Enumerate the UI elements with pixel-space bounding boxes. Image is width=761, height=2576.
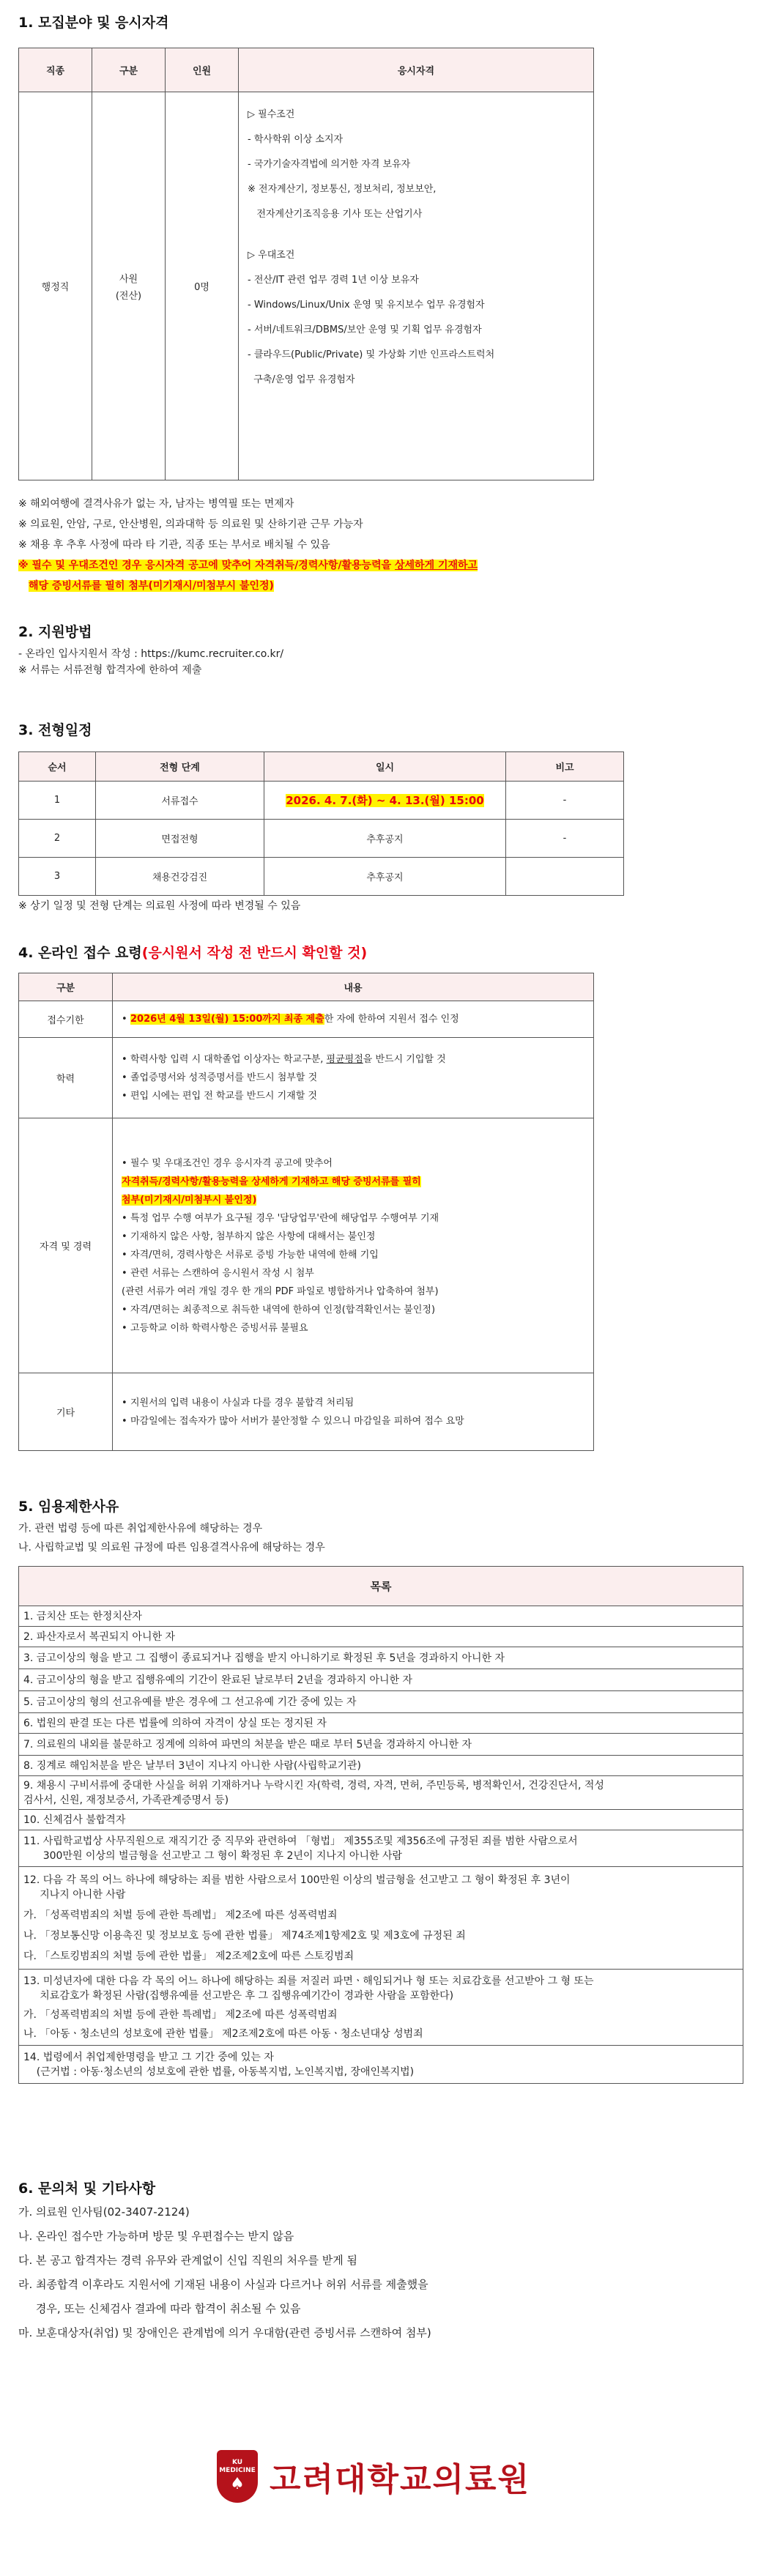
col-header-note: 비고	[506, 752, 624, 782]
required-item: - 국가기술자격법에 의거한 자격 보유자	[248, 159, 411, 170]
education-content: • 학력사항 입력 시 대학졸업 이상자는 학교구분, 평균평점을 반드시 기입할 것 • 졸업증명서와 성적증명서를 반드시 첨부할 것 • 편입 시에는 편입 전 학교를 반드시 기재할 것	[113, 1038, 594, 1118]
kumc-logo	[217, 2450, 530, 2503]
col-header-category: 구분	[19, 973, 113, 1001]
restriction-row	[19, 1669, 743, 1691]
restriction-intro: 가. 관련 법령 등에 따른 취업제한사유에 해당하는 경우 나. 사립학교법 및 의료원 규정에 따른 임용결격사유에 해당하는 경우	[18, 1523, 325, 1554]
apply-method	[18, 645, 283, 680]
etc-content: • 지원서의 입력 내용이 사실과 다를 경우 불합격 처리됨 • 마감일에는 접속자가 많아 서버가 불안정할 수 있으니 마감일을 피하여 접수 요망	[113, 1373, 594, 1451]
required-item: 전자계산기조직응용 기사 또는 산업기사	[248, 209, 423, 220]
schedule-table	[18, 751, 624, 896]
restriction-line: 7. 의료원의 내외를 불문하고 징계에 의하여 파면의 처분을 받은 때로 부터 5년을 경과하지 아니한 자	[23, 1738, 472, 1751]
count-cell: 0명	[166, 92, 239, 480]
restriction-line: 치료감호가 확정된 사람(집행유예를 선고받은 후 그 집행유예기간이 경과한 사람을 포함한다)	[23, 1989, 454, 2002]
col-header-order: 순서	[19, 752, 96, 782]
positions-table	[18, 48, 594, 480]
col-header-content: 내용	[113, 973, 594, 1001]
apply-url-line: - 온라인 입사지원서 작성 : https://kumc.recruiter.co.kr/	[18, 648, 284, 660]
col-header-date: 일시	[264, 752, 506, 782]
table-row: 3 채용건강검진 추후공지	[19, 858, 624, 896]
deadline-content: • 2026년 4월 13일(월) 15:00까지 최종 제출한 자에 한하여 지원서 접수 인정	[113, 1001, 594, 1038]
preferred-heading: ▷ 우대조건	[248, 250, 295, 261]
restriction-table	[18, 1566, 743, 2084]
restriction-row	[19, 1830, 743, 1867]
col-header-count: 인원	[166, 48, 239, 92]
restriction-header: 목록	[19, 1567, 743, 1606]
shield-logo-icon: KU MEDICINE ♠	[217, 2450, 258, 2503]
tiger-icon: ♠	[230, 2475, 245, 2493]
restriction-row	[19, 1867, 743, 1970]
highlight-note-cont: 해당 증빙서류를 필히 첨부(미기재시/미첨부시 불인정)	[29, 580, 274, 592]
restriction-row	[19, 1627, 743, 1647]
restriction-row	[19, 1713, 743, 1734]
col-header-stage: 전형 단계	[96, 752, 264, 782]
restriction-line: 300만원 이상의 벌금형을 선고받고 그 형이 확정된 후 2년이 지나지 아니한 사람	[23, 1849, 403, 1862]
required-item: - 학사학위 이상 소지자	[248, 134, 344, 145]
restriction-row	[19, 1606, 743, 1627]
career-highlight-1: 자격취득/경력사항/활용능력을 상세하게 기재하고 해당 증빙서류를 필히	[122, 1176, 421, 1187]
restriction-line: 14. 법령에서 취업제한명령을 받고 그 기간 중에 있는 자	[23, 2051, 274, 2063]
restriction-line: 나. 「아동ㆍ청소년의 성보호에 관한 법률」 제2조제2호에 따른 아동ㆍ청소년대상 성범죄	[23, 2027, 423, 2040]
section-1-title: 1. 모집분야 및 응시자격	[18, 15, 169, 31]
restriction-line: 가. 「성폭력범죄의 처벌 등에 관한 특례법」 제2조에 따른 성폭력범죄	[23, 1909, 338, 1921]
career-label: 자격 및 경력	[19, 1118, 113, 1373]
restriction-line: 4. 금고이상의 형을 받고 집행유예의 기간이 완료된 날로부터 2년을 경과하지 아니한 자	[23, 1674, 413, 1686]
restriction-row	[19, 1970, 743, 2046]
required-heading: ▷ 필수조건	[248, 109, 295, 120]
preferred-item: - 클라우드(Public/Private) 및 가상화 기반 인프라스트럭처	[248, 349, 495, 360]
career-highlight-2: 첨부(미기재시/미첨부시 불인정)	[122, 1194, 257, 1206]
restriction-line: 6. 법원의 판결 또는 다른 법률에 의하여 자격이 상실 또는 정지된 자	[23, 1717, 327, 1729]
section-1-notes	[18, 494, 751, 596]
restriction-line: 10. 신체검사 불합격자	[23, 1814, 126, 1826]
application-guide-table	[18, 973, 594, 1451]
preferred-item: - 전산/IT 관련 업무 경력 1년 이상 보유자	[248, 275, 419, 286]
qualification-cell	[239, 92, 594, 480]
section-2-title: 2. 지원방법	[18, 624, 92, 640]
education-label: 학력	[19, 1038, 113, 1118]
restriction-line: 11. 사립학교법상 사무직원으로 재직기간 중 직무와 관련하여 「형법」 제355조및 제356조에 규정된 죄를 범한 사람으로서	[23, 1835, 578, 1847]
restriction-row	[19, 1810, 743, 1830]
application-period: 2026. 4. 7.(화) ~ 4. 13.(월) 15:00	[286, 794, 484, 807]
restriction-row	[19, 1734, 743, 1756]
schedule-footnote: ※ 상기 일정 및 전형 단계는 의료원 사정에 따라 변경될 수 있음	[18, 900, 301, 912]
restriction-line: 12. 다음 각 목의 어느 하나에 해당하는 죄를 범한 사람으로서 100만원 이상의 벌금형을 선고받고 그 형이 확정된 후 3년이	[23, 1874, 571, 1886]
preferred-item: 구축/운영 업무 유경험자	[248, 374, 355, 385]
section-5-title: 5. 임용제한사유	[18, 1499, 119, 1515]
restriction-line: 9. 채용시 구비서류에 중대한 사실을 허위 기재하거나 누락시킨 자(학력, 경력, 자격, 면허, 주민등록, 병적확인서, 건강진단서, 적성	[23, 1779, 604, 1792]
restriction-line: 지나지 아니한 사람	[23, 1888, 126, 1901]
col-header-type: 구분	[92, 48, 166, 92]
restriction-row	[19, 2046, 743, 2084]
restriction-line: 8. 징계로 해임처분을 받은 날부터 3년이 지나지 아니한 사람(사립학교기관)	[23, 1759, 361, 1772]
career-content: • 필수 및 우대조건인 경우 응시자격 공고에 맞추어 자격취득/경력사항/활용능력을 상세하게 기재하고 해당 증빙서류를 필히 첨부(미기재시/미첨부시 불인정) • 특정 업무 수행 여부가 요구될 경우 '담당업무'란에 해당업무 수행여부 기재 • 기재하지 않은 사항, 첨부하지 않은 사항에 대해서는 불인정 • 자격/면허, 경력사항은 서류로 증빙 가능한 내역에 한해 기입 • 관련 서류는 스캔하여 응시원서 작성 시 첨부 (관련 서류가 여러 개일 경우 한 개의 PDF 파일로 병합하거나 압축하여 첨부) • 자격/면허는 최종적으로 취득한 내역에 한하여 인정(합격확인서는 불인정) • 고등학교 이하 학력사항은 증빙서류 불필요	[113, 1118, 594, 1373]
note-line: ※ 해외여행에 결격사유가 없는 자, 남자는 병역필 또는 면제자	[18, 498, 294, 510]
section-4-title: 4. 온라인 접수 요령(응시원서 작성 전 반드시 확인할 것)	[18, 945, 368, 961]
required-item: ※ 전자계산기, 정보통신, 정보처리, 정보보안,	[248, 184, 437, 195]
apply-note-line: ※ 서류는 서류전형 합격자에 한하여 제출	[18, 664, 202, 676]
restriction-line: 다. 「스토킹범죄의 처벌 등에 관한 법률」 제2조제2호에 따른 스토킹범죄	[23, 1950, 354, 1962]
restriction-line: 2. 파산자로서 복권되지 아니한 자	[23, 1630, 175, 1643]
restriction-row	[19, 1647, 743, 1669]
highlight-note: ※ 필수 및 우대조건인 경우 응시자격 공고에 맞추어 자격취득/경력사항/활용능력을 상세하게 기재하고	[18, 560, 478, 571]
restriction-line: (근거법 : 아동·청소년의 성보호에 관한 법률, 아동복지법, 노인복지법, 장애인복지법)	[23, 2065, 415, 2078]
section-6-title: 6. 문의처 및 기타사항	[18, 2180, 156, 2197]
restriction-line: 5. 금고이상의 형의 선고유예를 받은 경우에 그 선고유예 기간 중에 있는 자	[23, 1696, 357, 1708]
institution-name: 고려대학교의료원	[270, 2461, 531, 2498]
section-3-title: 3. 전형일정	[18, 722, 92, 738]
restriction-line: 3. 금고이상의 형을 받고 그 집행이 종료되거나 집행을 받지 아니하기로 확정된 후 5년을 경과하지 아니한 자	[23, 1652, 505, 1664]
contact-info: 가. 의료원 인사팀(02-3407-2124) 나. 온라인 접수만 가능하며 방문 및 우편접수는 받지 않음 다. 본 공고 합격자는 경력 유무와 관계없이 신입 직원의 처우를 받게 됨 라. 최종합격 이후라도 지원서에 기재된 내용이 사실과 다르거나 허위 서류를 제출했을 경우, 또는 신체검사 결과에 따라 합격이 취소될 수 있음 마. 보훈대상자(취업) 및 장애인은 관계법에 의거 우대함(관련 증빙서류 스캔하여 첨부)	[18, 2205, 431, 2339]
restriction-line: 13. 미성년자에 대한 다음 각 목의 어느 하나에 해당하는 죄를 저질러 파면ㆍ해임되거나 형 또는 치료감호를 선고받아 그 형 또는	[23, 1975, 594, 1987]
restriction-line: 1. 금치산 또는 한정치산자	[23, 1610, 142, 1622]
preferred-item: - 서버/네트워크/DBMS/보안 운영 및 기획 업무 유경험자	[248, 324, 482, 335]
col-header-job: 직종	[19, 48, 92, 92]
type-cell	[92, 92, 166, 480]
table-row: 2 면접전형 추후공지 -	[19, 820, 624, 858]
col-header-qualification: 응시자격	[239, 48, 594, 92]
etc-label: 기타	[19, 1373, 113, 1451]
restriction-row	[19, 1691, 743, 1713]
preferred-item: - Windows/Linux/Unix 운영 및 유지보수 업무 유경험자	[248, 300, 485, 311]
note-line: ※ 의료원, 안암, 구로, 안산병원, 의과대학 등 의료원 및 산하기관 근무 가능자	[18, 519, 363, 530]
note-line: ※ 채용 후 추후 사정에 따라 타 기관, 직종 또는 부서로 배치될 수 있음	[18, 539, 330, 551]
restriction-line: 나. 「정보통신망 이용촉진 및 정보보호 등에 관한 법률」 제74조제1항제2호 및 제3호에 규정된 죄	[23, 1929, 466, 1942]
restriction-row	[19, 1776, 743, 1810]
job-cell: 행정직	[19, 92, 92, 480]
restriction-line: 검사서, 신원, 재정보증서, 가족관계증명서 등)	[23, 1794, 229, 1806]
type-line-2: (전산)	[115, 290, 142, 302]
restriction-line: 가. 「성폭력범죄의 처벌 등에 관한 특례법」 제2조에 따른 성폭력범죄	[23, 2008, 338, 2021]
type-line-1: 사원	[119, 273, 138, 285]
table-row: 1 서류접수 2026. 4. 7.(화) ~ 4. 13.(월) 15:00 -	[19, 782, 624, 820]
deadline-label: 접수기한	[19, 1001, 113, 1038]
restriction-row	[19, 1756, 743, 1776]
